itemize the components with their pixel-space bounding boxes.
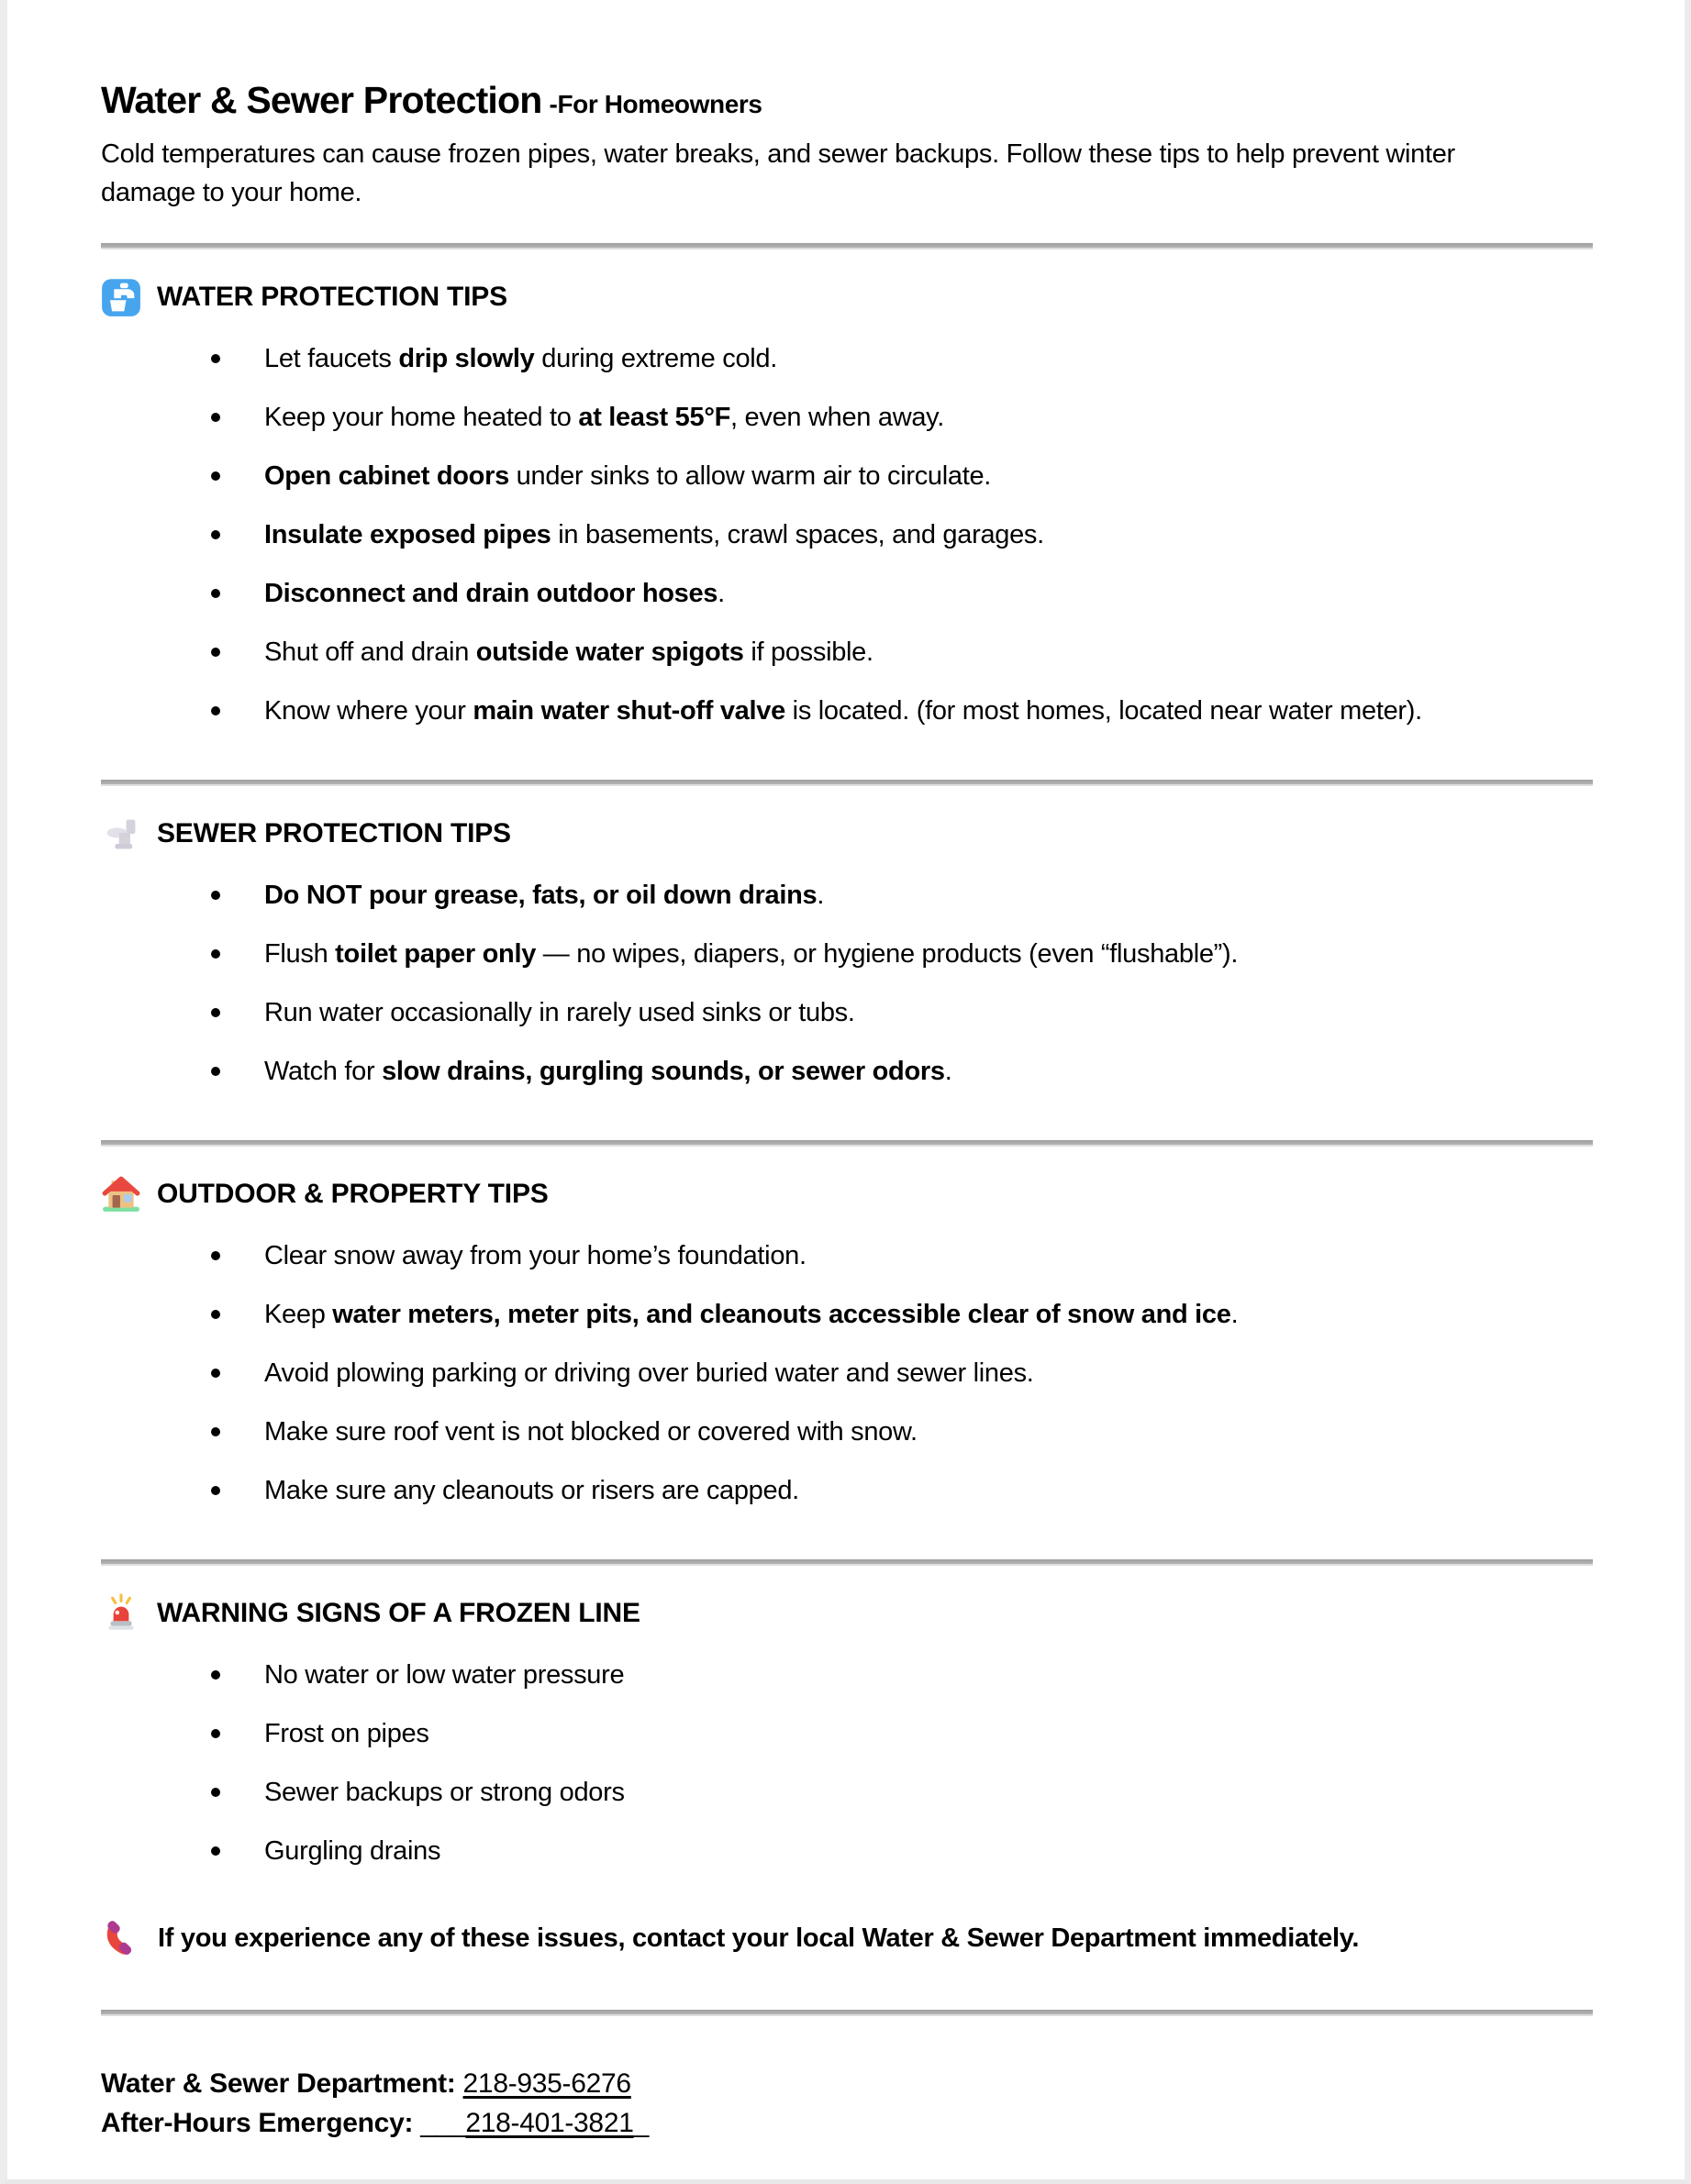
list-item bbox=[264, 576, 1585, 611]
bullet-text-bold: toilet paper only bbox=[335, 939, 537, 969]
tips-list bbox=[101, 341, 1593, 728]
bullet-text: if possible. bbox=[743, 637, 873, 667]
page-title-suffix: -For Homeowners bbox=[549, 90, 762, 118]
bullet-text-bold: outside water spigots bbox=[475, 637, 744, 667]
bullet-text: Run water occasionally in rarely used sinks or tubs. bbox=[264, 998, 855, 1027]
bullet-text: Frost on pipes bbox=[264, 1719, 429, 1748]
bullet-text: . bbox=[944, 1057, 952, 1086]
bullet-text-bold: Insulate exposed pipes bbox=[264, 520, 551, 549]
bullet-text-bold: water meters, meter pits, and cleanouts accessible clear of snow and ice bbox=[332, 1300, 1231, 1329]
bullet-text-bold: main water shut-off valve bbox=[473, 696, 785, 726]
emergency-phone-line bbox=[101, 2103, 1593, 2143]
list-item bbox=[264, 1356, 1585, 1391]
section-header bbox=[101, 277, 1593, 317]
section-header bbox=[101, 1593, 1593, 1634]
bullet-text: Flush bbox=[264, 939, 336, 969]
section-title: SEWER PROTECTION TIPS bbox=[157, 818, 511, 848]
list-item bbox=[264, 1297, 1585, 1332]
bullet-text-bold: Open cabinet doors bbox=[264, 461, 509, 491]
list-item bbox=[264, 995, 1585, 1030]
page-title bbox=[101, 79, 1593, 122]
section-title: OUTDOOR & PROPERTY TIPS bbox=[157, 1179, 549, 1209]
bullet-text-bold: Do NOT pour grease, fats, or oil down drains bbox=[264, 881, 818, 910]
footer-contacts bbox=[101, 2064, 1593, 2143]
bullet-text: Watch for bbox=[264, 1057, 383, 1086]
list-item bbox=[264, 1238, 1585, 1273]
contact-callout-text: If you experience any of these issues, contact your local Water & Sewer Department immediately. bbox=[158, 1923, 1360, 1953]
bullet-text: Let faucets bbox=[264, 344, 399, 373]
department-phone-link[interactable]: 218-935-6276 bbox=[462, 2068, 631, 2099]
section-divider bbox=[101, 243, 1593, 249]
list-item bbox=[264, 400, 1585, 435]
phone-icon bbox=[101, 1918, 141, 1958]
list-item bbox=[264, 1834, 1585, 1868]
bullet-text: under sinks to allow warm air to circulate. bbox=[508, 461, 992, 491]
section-title: WARNING SIGNS OF A FROZEN LINE bbox=[157, 1598, 640, 1628]
section-water-protection bbox=[101, 277, 1593, 728]
emergency-label: After-Hours Emergency: bbox=[101, 2108, 414, 2138]
page-title-main: Water & Sewer Protection bbox=[101, 79, 542, 121]
list-item bbox=[264, 1414, 1585, 1449]
list-item bbox=[264, 1775, 1585, 1810]
emergency-phone-link[interactable]: 218-401-3821 bbox=[465, 2108, 634, 2138]
bullet-text-bold: drip slowly bbox=[398, 344, 535, 373]
bullet-text: Keep bbox=[264, 1300, 333, 1329]
bullet-text: Keep your home heated to bbox=[264, 403, 579, 432]
section-divider bbox=[101, 2010, 1593, 2016]
department-label: Water & Sewer Department: bbox=[101, 2068, 456, 2099]
list-item bbox=[264, 1473, 1585, 1508]
document-content bbox=[7, 0, 1685, 2179]
potable-water-icon bbox=[101, 277, 141, 317]
list-item bbox=[264, 459, 1585, 493]
list-item bbox=[264, 937, 1585, 971]
bullet-text: Gurgling drains bbox=[264, 1836, 441, 1866]
department-phone-line bbox=[101, 2064, 1593, 2103]
bullet-text: — no wipes, diapers, or hygiene products (even “flushable”). bbox=[536, 939, 1239, 969]
bullet-text: . bbox=[817, 881, 825, 910]
bullet-text: . bbox=[1230, 1300, 1239, 1329]
toilet-icon bbox=[101, 814, 141, 854]
bullet-text: Make sure any cleanouts or risers are capped. bbox=[264, 1476, 799, 1505]
list-item bbox=[264, 1716, 1585, 1751]
section-outdoor-property bbox=[101, 1174, 1593, 1508]
section-header bbox=[101, 814, 1593, 854]
list-item bbox=[264, 517, 1585, 552]
tips-list bbox=[101, 878, 1593, 1089]
blank-underscore: _ bbox=[633, 2108, 649, 2138]
bullet-text: , even when away. bbox=[730, 403, 944, 432]
blank-underscores: ___ bbox=[420, 2108, 466, 2138]
section-sewer-protection bbox=[101, 814, 1593, 1089]
contact-callout bbox=[101, 1918, 1593, 1958]
bullet-text: is located. (for most homes, located near water meter). bbox=[784, 696, 1422, 726]
section-divider bbox=[101, 1140, 1593, 1147]
list-item bbox=[264, 1054, 1585, 1089]
section-divider bbox=[101, 1559, 1593, 1566]
bullet-text: . bbox=[718, 579, 725, 608]
section-title: WATER PROTECTION TIPS bbox=[157, 282, 507, 312]
tips-list bbox=[101, 1238, 1593, 1508]
bullet-text: Shut off and drain bbox=[264, 637, 476, 667]
section-warning-signs bbox=[101, 1593, 1593, 1868]
section-divider bbox=[101, 780, 1593, 786]
list-item bbox=[264, 878, 1585, 913]
bullet-text: Sewer backups or strong odors bbox=[264, 1778, 625, 1807]
bullet-text: Clear snow away from your home’s foundation. bbox=[264, 1241, 807, 1270]
list-item bbox=[264, 635, 1585, 670]
bullet-text: Make sure roof vent is not blocked or covered with snow. bbox=[264, 1417, 918, 1447]
bullet-text: Avoid plowing parking or driving over buried water and sewer lines. bbox=[264, 1358, 1034, 1388]
bullet-text: during extreme cold. bbox=[534, 344, 777, 373]
list-item bbox=[264, 1657, 1585, 1692]
section-header bbox=[101, 1174, 1593, 1214]
bullet-text: Know where your bbox=[264, 696, 473, 726]
bullet-text: in basements, crawl spaces, and garages. bbox=[551, 520, 1044, 549]
list-item bbox=[264, 341, 1585, 376]
intro-paragraph: Cold temperatures can cause frozen pipes, water breaks, and sewer backups. Follow these tips to help prevent winter damage to your home. bbox=[101, 139, 1455, 207]
bullet-text-bold: at least 55°F bbox=[578, 403, 731, 432]
siren-icon bbox=[101, 1593, 141, 1634]
bullet-text-bold: slow drains, gurgling sounds, or sewer odors bbox=[382, 1057, 945, 1086]
tips-list bbox=[101, 1657, 1593, 1868]
list-item bbox=[264, 693, 1585, 728]
house-icon bbox=[101, 1174, 141, 1214]
bullet-text-bold: Disconnect and drain outdoor hoses bbox=[264, 579, 718, 608]
bullet-text: No water or low water pressure bbox=[264, 1660, 625, 1690]
